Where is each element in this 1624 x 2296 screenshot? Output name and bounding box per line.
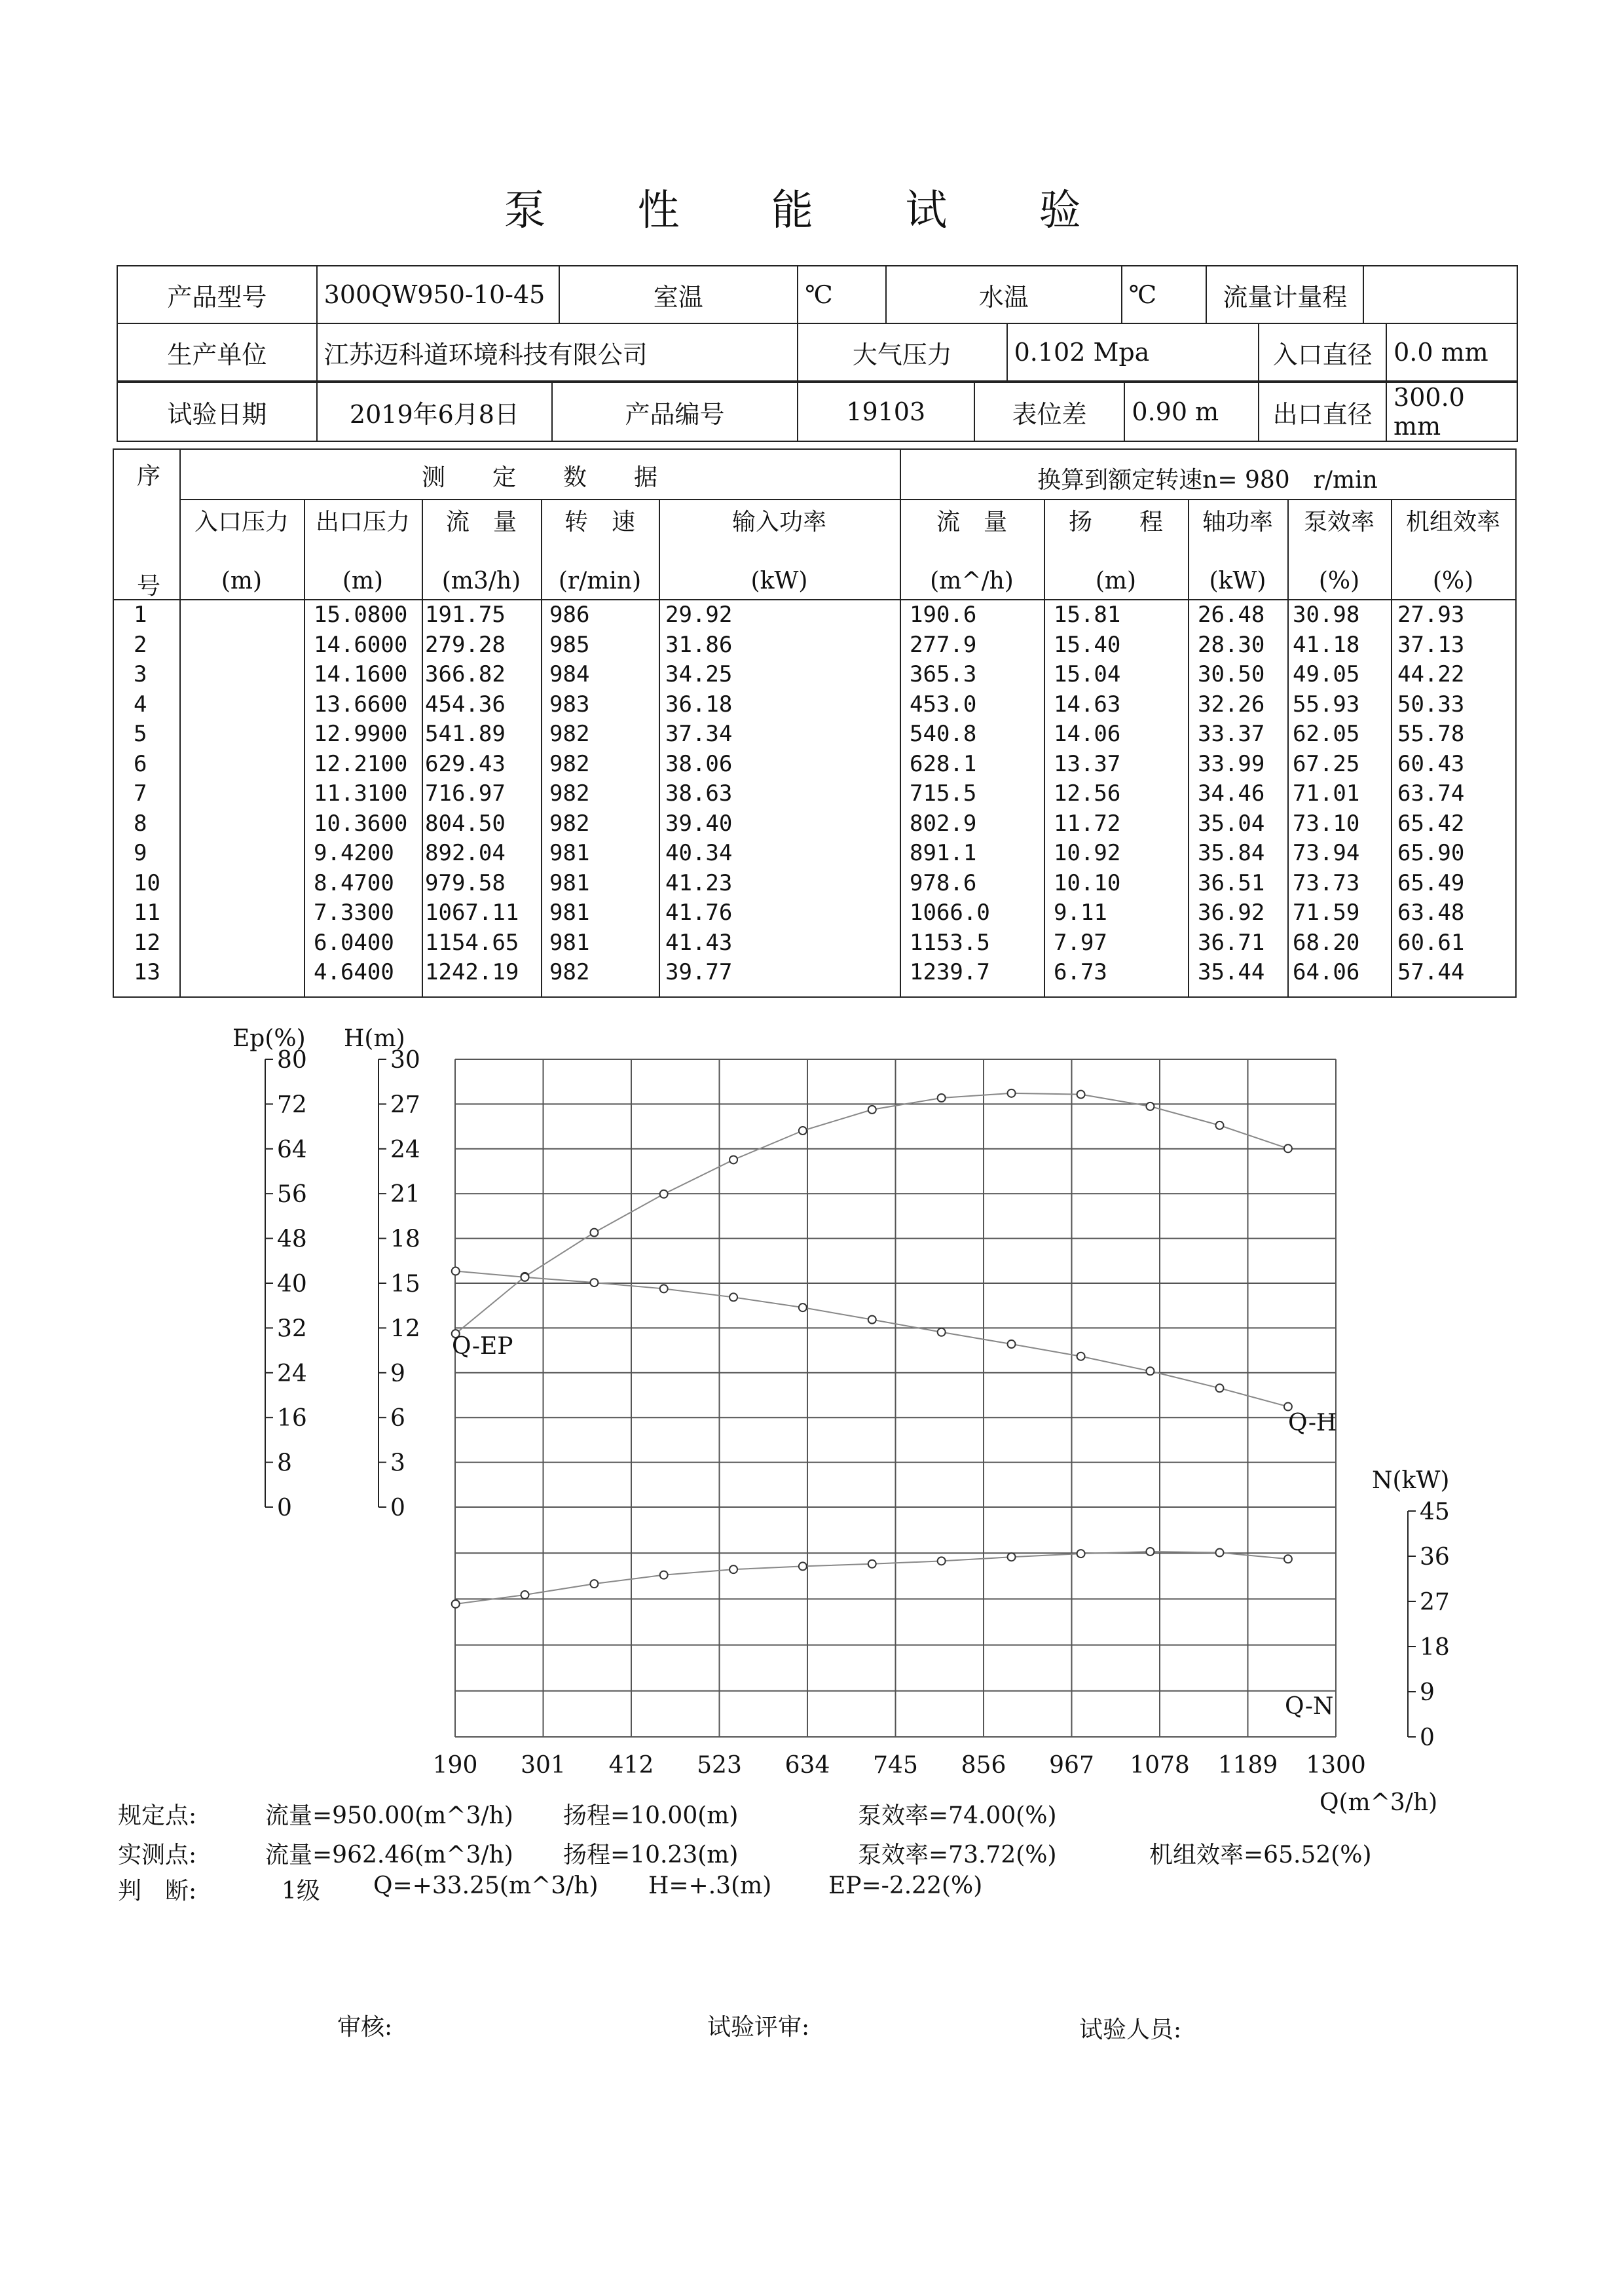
ep-axis-label: Ep(%) [232, 1025, 306, 1052]
ep-axis-tick-label: 48 [277, 1226, 307, 1253]
q-ep-point [729, 1156, 737, 1163]
table-cell: 802.9 [910, 810, 977, 837]
row-number: 1 [134, 602, 147, 628]
table-cell: 981 [549, 929, 590, 956]
table-cell: 13.6600 [314, 691, 408, 718]
column-unit: (%) [1318, 568, 1360, 594]
table-cell: 60.61 [1397, 929, 1465, 956]
table-cell: 36.51 [1198, 869, 1265, 896]
q-h-point [1215, 1384, 1223, 1392]
x-tick-label: 1300 [1306, 1752, 1366, 1779]
table-cell: 979.58 [425, 869, 506, 896]
table-cell: 62.05 [1293, 721, 1360, 747]
table-cell: 67.25 [1293, 750, 1360, 777]
ep-axis-tick-label: 16 [277, 1405, 307, 1432]
column-header: 扬 程 [1068, 509, 1163, 536]
row-number: 9 [134, 840, 147, 866]
table-cell: 981 [549, 840, 590, 866]
measurement-table [113, 448, 1517, 998]
table-cell: 27.93 [1397, 602, 1465, 628]
date-value: 2019年6月8日 [317, 382, 553, 441]
table-header-border [114, 599, 1515, 600]
row-number: 7 [134, 780, 147, 807]
table-cell: 982 [549, 721, 590, 747]
table-cell: 73.73 [1293, 869, 1360, 896]
row-number: 5 [134, 721, 147, 747]
flow-range-value [1363, 266, 1517, 323]
table-cell: 7.3300 [314, 900, 394, 926]
converted-group-header: 换算到额定转速n= 980 r/min [1037, 467, 1378, 494]
ep-axis-tick-label: 8 [277, 1449, 292, 1477]
ep-axis-tick-label: 56 [277, 1181, 307, 1209]
table-cell: 804.50 [425, 810, 506, 837]
q-h-label: Q-H [1288, 1410, 1337, 1436]
tester-signature: 试验人员: [1079, 2016, 1182, 2043]
table-cell: 454.36 [425, 691, 506, 718]
table-cell: 715.5 [910, 780, 977, 807]
q-ep-point [799, 1127, 807, 1135]
x-tick-label: 634 [784, 1752, 830, 1779]
x-tick-label: 523 [697, 1752, 742, 1779]
row-number: 4 [134, 691, 147, 718]
x-tick-label: 190 [432, 1752, 478, 1779]
measured-group-header: 测 定 数 据 [421, 464, 657, 491]
x-tick-label: 745 [873, 1752, 918, 1779]
column-unit: (m3/h) [441, 568, 521, 594]
table-cell: 41.76 [665, 900, 733, 926]
outlet-dia-label: 出口直径 [1259, 382, 1386, 441]
spec-efficiency: 泵效率=74.00(%) [858, 1802, 1057, 1829]
water-temp-label: 水温 [886, 266, 1122, 323]
table-cell: 892.04 [425, 840, 506, 866]
x-tick-label: 967 [1049, 1752, 1094, 1779]
judge-ep: EP=-2.22(%) [828, 1872, 983, 1899]
h-axis-tick-label: 0 [390, 1495, 405, 1522]
table-cell: 15.81 [1054, 602, 1121, 628]
maker-value: 江苏迈科道环境科技有限公司 [317, 323, 798, 381]
table-cell: 12.56 [1054, 780, 1121, 807]
gauge-diff-value: 0.90 m [1124, 382, 1259, 441]
table-cell: 71.59 [1293, 900, 1360, 926]
q-ep-point [1215, 1121, 1223, 1129]
flow-range-label: 流量计量程 [1206, 266, 1363, 323]
table-cell: 34.46 [1198, 780, 1265, 807]
table-cell: 39.77 [665, 959, 733, 985]
h-axis-tick-label: 21 [390, 1181, 420, 1209]
atm-value: 0.102 Mpa [1007, 323, 1259, 381]
row-number: 2 [134, 631, 147, 658]
h-axis-tick-label: 12 [390, 1315, 420, 1343]
table-cell: 1066.0 [910, 900, 990, 926]
q-n-point [938, 1557, 946, 1565]
table-cell: 68.20 [1293, 929, 1360, 956]
q-ep-point [938, 1094, 946, 1102]
table-cell: 540.8 [910, 721, 977, 747]
q-h-point [938, 1328, 946, 1336]
table-cell: 984 [549, 661, 590, 687]
model-label: 产品型号 [117, 266, 317, 323]
table-cell: 716.97 [425, 780, 506, 807]
table-cell: 983 [549, 691, 590, 718]
table-cell: 73.94 [1293, 840, 1360, 866]
n-axis-tick-label: 27 [1420, 1589, 1450, 1616]
measured-efficiency: 泵效率=73.72(%) [858, 1842, 1057, 1868]
ep-axis-tick-label: 72 [277, 1091, 307, 1119]
table-cell: 982 [549, 780, 590, 807]
x-tick-label: 1078 [1130, 1752, 1190, 1779]
q-h-point [729, 1293, 737, 1301]
column-header: 输入功率 [731, 509, 826, 536]
judge-h: H=+.3(m) [648, 1872, 772, 1899]
h-axis-tick-label: 18 [390, 1226, 420, 1253]
column-header: 泵效率 [1303, 509, 1375, 536]
table-group-border [179, 499, 1515, 500]
spec-label: 规定点: [118, 1802, 197, 1829]
ep-axis-tick-label: 64 [277, 1136, 307, 1163]
table-cell: 49.05 [1293, 661, 1360, 687]
performance-chart [0, 1008, 1624, 1820]
table-cell: 15.04 [1054, 661, 1121, 687]
table-cell: 453.0 [910, 691, 977, 718]
table-cell: 891.1 [910, 840, 977, 866]
q-n-point [1284, 1555, 1292, 1563]
table-cell: 41.23 [665, 869, 733, 896]
h-axis-tick-label: 6 [390, 1405, 405, 1432]
row-number: 11 [134, 900, 160, 926]
h-axis-tick-label: 24 [390, 1136, 420, 1163]
q-n-point [1146, 1548, 1154, 1556]
h-axis-label: H(m) [344, 1025, 405, 1052]
column-unit: (m^/h) [930, 568, 1014, 594]
q-ep-curve [456, 1093, 1288, 1334]
table-cell: 13.37 [1054, 750, 1121, 777]
table-cell: 1067.11 [425, 900, 519, 926]
table-cell: 365.3 [910, 661, 977, 687]
n-axis-label: N(kW) [1372, 1467, 1450, 1494]
table-cell: 64.06 [1293, 959, 1360, 985]
table-cell: 44.22 [1397, 661, 1465, 687]
table-cell: 35.84 [1198, 840, 1265, 866]
table-cell: 986 [549, 602, 590, 628]
row-number: 13 [134, 959, 160, 985]
ep-axis-tick-label: 80 [277, 1047, 307, 1074]
table-cell: 11.3100 [314, 780, 408, 807]
table-cell: 71.01 [1293, 780, 1360, 807]
table-cell: 10.10 [1054, 869, 1121, 896]
n-axis-tick-label: 9 [1420, 1679, 1435, 1706]
table-cell: 190.6 [910, 602, 977, 628]
table-cell: 11.72 [1054, 810, 1121, 837]
measured-flow: 流量=962.46(m^3/h) [265, 1842, 513, 1868]
column-header: 轴功率 [1202, 509, 1273, 536]
table-cell: 65.90 [1397, 840, 1465, 866]
measured-label: 实测点: [118, 1842, 197, 1868]
q-n-point [521, 1591, 529, 1599]
review-signature: 审核: [337, 2014, 393, 2041]
table-cell: 35.04 [1198, 810, 1265, 837]
measured-unit-efficiency: 机组效率=65.52(%) [1149, 1842, 1372, 1868]
table-cell: 15.40 [1054, 631, 1121, 658]
table-cell: 14.63 [1054, 691, 1121, 718]
judge-grade: 1级 [282, 1878, 320, 1904]
q-h-point [590, 1279, 598, 1286]
q-n-point [660, 1571, 668, 1579]
spec-head: 扬程=10.00(m) [563, 1802, 739, 1829]
table-cell: 30.98 [1293, 602, 1360, 628]
table-cell: 279.28 [425, 631, 506, 658]
page-title: 泵 性 能 试 验 [504, 187, 1120, 235]
q-n-point [590, 1580, 598, 1588]
table-cell: 33.37 [1198, 721, 1265, 747]
column-unit: (r/min) [558, 568, 642, 594]
gauge-diff-label: 表位差 [974, 382, 1125, 441]
table-cell: 32.26 [1198, 691, 1265, 718]
column-unit: (kW) [1209, 568, 1266, 594]
table-cell: 30.50 [1198, 661, 1265, 687]
table-cell: 6.0400 [314, 929, 394, 956]
table-cell: 981 [549, 869, 590, 896]
h-axis-tick-label: 9 [390, 1360, 405, 1387]
q-n-label: Q-N [1285, 1693, 1334, 1720]
column-unit: (m) [342, 568, 384, 594]
q-ep-point [660, 1190, 668, 1198]
serial-value: 19103 [798, 382, 974, 441]
ep-axis-tick-label: 0 [277, 1495, 292, 1522]
table-cell: 73.10 [1293, 810, 1360, 837]
table-cell: 57.44 [1397, 959, 1465, 985]
table-cell: 982 [549, 750, 590, 777]
table-cell: 50.33 [1397, 691, 1465, 718]
q-h-point [660, 1285, 668, 1292]
table-cell: 629.43 [425, 750, 506, 777]
column-header: 流 量 [445, 509, 517, 536]
table-cell: 34.25 [665, 661, 733, 687]
table-cell: 978.6 [910, 869, 977, 896]
table-cell: 33.99 [1198, 750, 1265, 777]
x-axis-label: Q(m^3/h) [1320, 1789, 1438, 1816]
table-cell: 6.73 [1054, 959, 1107, 985]
table-cell: 9.11 [1054, 900, 1107, 926]
table-cell: 41.43 [665, 929, 733, 956]
inlet-dia-label: 入口直径 [1259, 323, 1386, 381]
x-tick-label: 301 [521, 1752, 566, 1779]
n-axis-tick-label: 36 [1420, 1544, 1450, 1571]
table-cell: 10.92 [1054, 840, 1121, 866]
q-n-point [868, 1560, 876, 1568]
x-tick-label: 1189 [1217, 1752, 1278, 1779]
table-cell: 15.0800 [314, 602, 408, 628]
q-ep-point [590, 1229, 598, 1237]
table-cell: 36.18 [665, 691, 733, 718]
table-cell: 1242.19 [425, 959, 519, 985]
table-cell: 63.48 [1397, 900, 1465, 926]
table-cell: 31.86 [665, 631, 733, 658]
table-cell: 14.1600 [314, 661, 408, 687]
column-header: 转 速 [564, 509, 635, 536]
info-table [117, 265, 1518, 324]
q-ep-point [1008, 1089, 1016, 1097]
n-axis-tick-label: 18 [1420, 1634, 1450, 1661]
q-n-point [729, 1565, 737, 1573]
table-cell: 36.92 [1198, 900, 1265, 926]
room-temp-unit: ℃ [798, 266, 886, 323]
judge-label: 判 断: [118, 1878, 197, 1904]
judge-q: Q=+33.25(m^3/h) [373, 1872, 599, 1899]
water-temp-unit: ℃ [1122, 266, 1207, 323]
measured-head: 扬程=10.23(m) [563, 1842, 739, 1868]
table-cell: 9.4200 [314, 840, 394, 866]
q-ep-point [868, 1106, 876, 1114]
n-axis-tick-label: 0 [1420, 1724, 1435, 1751]
model-value: 300QW950-10-45 [317, 266, 559, 323]
room-temp-label: 室温 [559, 266, 798, 323]
table-cell: 37.34 [665, 721, 733, 747]
q-n-point [452, 1600, 460, 1608]
table-cell: 38.63 [665, 780, 733, 807]
table-cell: 14.06 [1054, 721, 1121, 747]
spec-flow: 流量=950.00(m^3/h) [265, 1802, 513, 1829]
table-cell: 41.18 [1293, 631, 1360, 658]
table-cell: 981 [549, 900, 590, 926]
table-cell: 60.43 [1397, 750, 1465, 777]
table-cell: 1154.65 [425, 929, 519, 956]
table-cell: 985 [549, 631, 590, 658]
table-cell: 7.97 [1054, 929, 1107, 956]
x-tick-label: 856 [961, 1752, 1006, 1779]
q-n-point [1215, 1549, 1223, 1557]
table-cell: 36.71 [1198, 929, 1265, 956]
table-cell: 12.9900 [314, 721, 408, 747]
ep-axis-tick-label: 24 [277, 1360, 307, 1387]
q-h-curve [456, 1271, 1288, 1407]
h-axis-tick-label: 15 [390, 1271, 420, 1298]
column-unit: (m) [221, 568, 263, 594]
table-cell: 8.4700 [314, 869, 394, 896]
row-number: 12 [134, 929, 160, 956]
row-number: 10 [134, 869, 160, 896]
table-cell: 628.1 [910, 750, 977, 777]
row-number: 8 [134, 810, 147, 837]
q-n-point [1077, 1550, 1085, 1558]
table-cell: 55.93 [1293, 691, 1360, 718]
ep-axis-tick-label: 40 [277, 1271, 307, 1298]
table-cell: 14.6000 [314, 631, 408, 658]
q-ep-label: Q-EP [452, 1333, 513, 1360]
table-cell: 12.2100 [314, 750, 408, 777]
h-axis-tick-label: 3 [390, 1449, 405, 1477]
info-table-row3 [117, 382, 1518, 442]
q-h-point [1008, 1340, 1016, 1348]
table-cell: 1239.7 [910, 959, 990, 985]
table-cell: 55.78 [1397, 721, 1465, 747]
column-header: 出口压力 [315, 509, 410, 536]
maker-label: 生产单位 [117, 323, 317, 381]
table-cell: 65.49 [1397, 869, 1465, 896]
table-cell: 28.30 [1198, 631, 1265, 658]
row-number: 3 [134, 661, 147, 687]
table-cell: 39.40 [665, 810, 733, 837]
info-table-row2 [117, 323, 1518, 382]
inlet-dia-value: 0.0 mm [1386, 323, 1517, 381]
date-label: 试验日期 [117, 382, 317, 441]
q-h-point [868, 1316, 876, 1324]
q-ep-point [1284, 1144, 1292, 1152]
q-n-point [799, 1562, 807, 1570]
table-cell: 38.06 [665, 750, 733, 777]
q-h-point [1077, 1353, 1085, 1360]
column-unit: (%) [1432, 568, 1474, 594]
table-cell: 10.3600 [314, 810, 408, 837]
q-h-point [452, 1267, 460, 1275]
column-unit: (m) [1095, 568, 1137, 594]
table-cell: 277.9 [910, 631, 977, 658]
outlet-dia-value: 300.0 mm [1386, 382, 1517, 441]
q-ep-point [1146, 1102, 1154, 1110]
table-cell: 541.89 [425, 721, 506, 747]
atm-label: 大气压力 [798, 323, 1007, 381]
table-cell: 1153.5 [910, 929, 990, 956]
x-tick-label: 412 [608, 1752, 654, 1779]
column-header: 机组效率 [1405, 509, 1500, 536]
table-cell: 982 [549, 810, 590, 837]
serial-label: 产品编号 [552, 382, 798, 441]
q-h-point [799, 1303, 807, 1311]
table-cell: 65.42 [1397, 810, 1465, 837]
table-cell: 982 [549, 959, 590, 985]
sequence-header-bottom: 号 [137, 573, 161, 600]
table-cell: 37.13 [1397, 631, 1465, 658]
table-cell: 191.75 [425, 602, 506, 628]
table-cell: 40.34 [665, 840, 733, 866]
column-header: 流 量 [936, 509, 1007, 536]
table-cell: 29.92 [665, 602, 733, 628]
q-h-point [521, 1273, 529, 1281]
q-n-point [1008, 1553, 1016, 1561]
row-number: 6 [134, 750, 147, 777]
table-cell: 35.44 [1198, 959, 1265, 985]
h-axis-tick-label: 27 [390, 1091, 420, 1119]
ep-axis-tick-label: 32 [277, 1315, 307, 1343]
column-header: 入口压力 [194, 509, 289, 536]
h-axis-tick-label: 30 [390, 1047, 420, 1074]
n-axis-tick-label: 45 [1420, 1499, 1450, 1525]
q-ep-point [1077, 1091, 1085, 1099]
sequence-header: 序 [137, 463, 161, 490]
table-cell: 63.74 [1397, 780, 1465, 807]
test-review-signature: 试验评审: [707, 2014, 810, 2041]
column-unit: (kW) [750, 568, 808, 594]
table-cell: 366.82 [425, 661, 506, 687]
table-cell: 26.48 [1198, 602, 1265, 628]
q-h-point [1146, 1367, 1154, 1375]
table-cell: 4.6400 [314, 959, 394, 985]
